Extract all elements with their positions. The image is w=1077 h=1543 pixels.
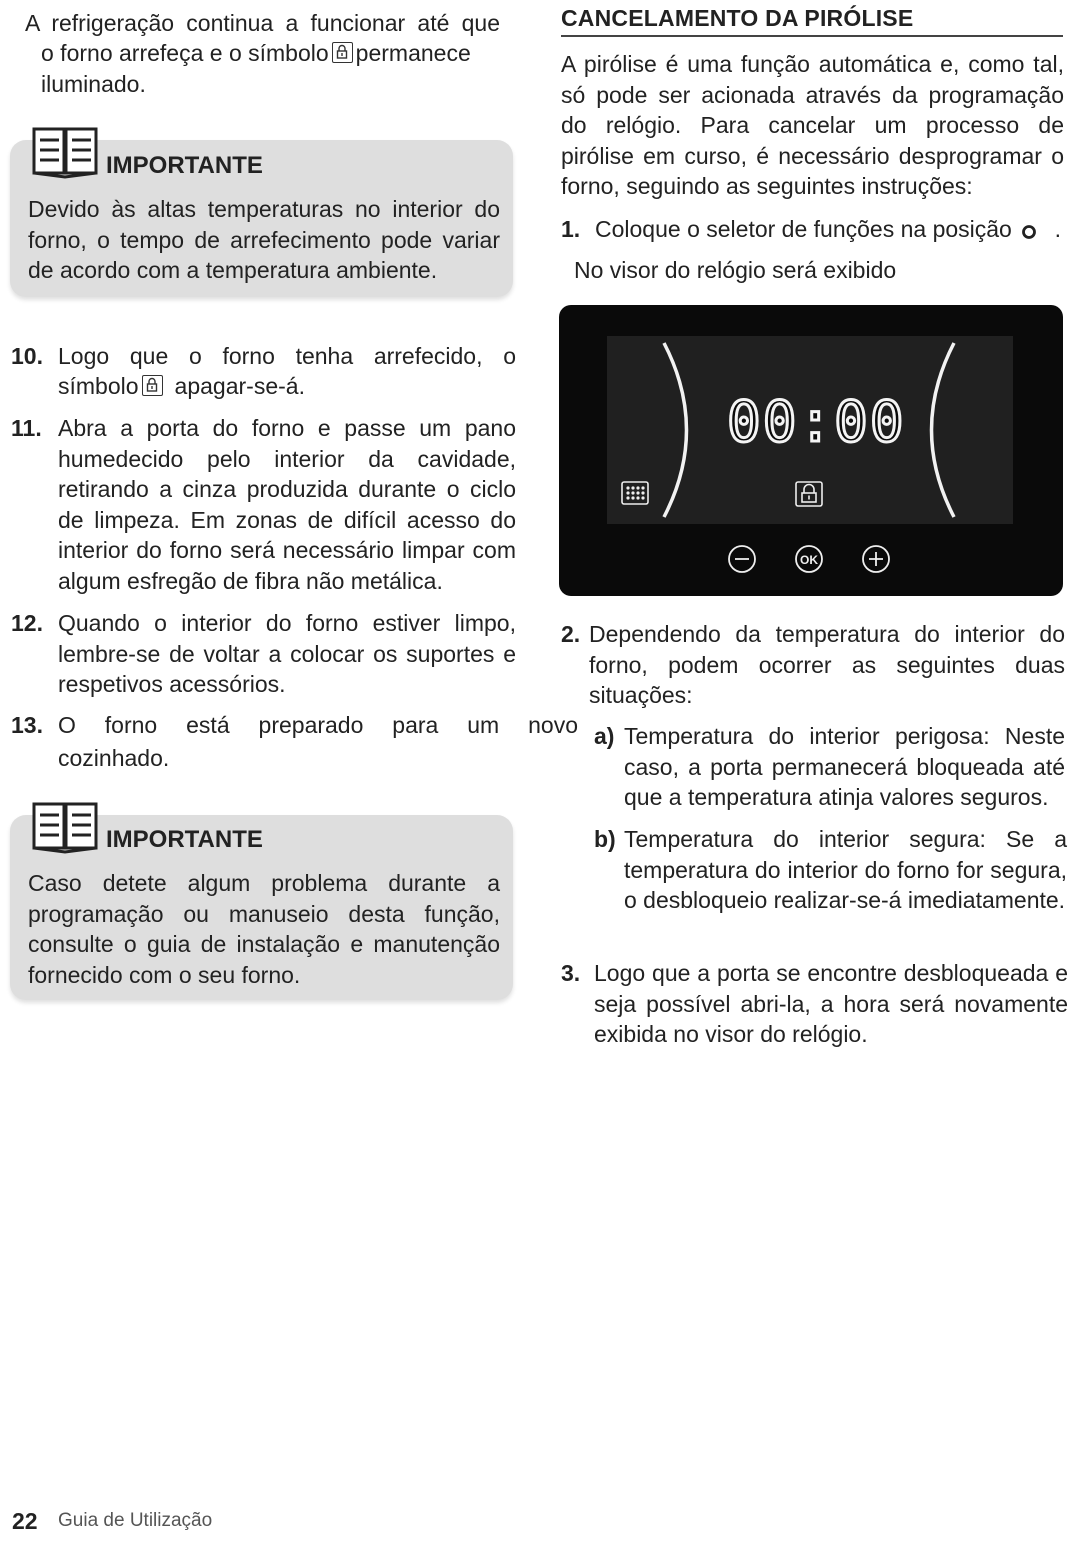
intro-line-2-a: o forno arrefeça e o símbolo [41,40,329,66]
step-13-word: para [392,712,439,738]
step-1-text [595,214,1065,245]
step-1-end: . [1054,216,1062,242]
intro-line-3: iluminado. [41,71,146,97]
step-11-text: Abra a porta do forno e passe um pano humedecido pelo interior da cavidade, retirando a cinza produzida durante o ciclo de limpeza. Em zonas de difícil acesso do interior do forno será necessário limpar com algum esfregão de fibra não metálica. [58,415,516,594]
step-2a-label: a) [594,723,615,749]
important-title-2: IMPORTANTE [106,826,263,853]
step-13-line-1 [58,710,578,741]
step-3-text: Logo que a porta se encontre desbloqueada e seja possível abri-la, a hora será novamente exibida no visor do relógio. [594,960,1068,1048]
step-10-symbol-word: símbolo [58,373,139,399]
step-13-line-2: cozinhado. [58,745,170,771]
minus-button[interactable] [729,546,755,572]
clock-display [559,305,1063,596]
keypad-icon [622,482,648,504]
step-11-number: 11. [11,415,42,441]
step-13-word: novo [528,712,578,738]
book-icon [32,800,100,855]
step-2b-text: Temperatura do interior segura: Se a temperatura do interior do forno for segura, o desbloqueio realizar-se-á imediatamente. [624,826,1067,914]
important-text-1: Devido às altas temperaturas no interior do forno, o tempo de arrefecimento pode variar de acordo com a temperatura ambiente. [28,196,500,284]
clock-time: 00:00 [727,390,906,455]
right-intro: A pirólise é uma função automática e, como tal, só pode ser acionada através da programação do relógio. Para cancelar um processo de pirólise em curso, é necessário desprogramar o forno, seguindo as seguintes instruções: [561,51,1064,200]
book-icon [32,125,100,180]
step-1-number: 1. [561,216,581,242]
step-1-label: Coloque o seletor de funções na posição [595,216,1012,242]
page-number: 22 [12,1508,38,1534]
step-10-number: 10. [11,343,43,369]
step-13-word: forno [104,712,158,738]
step-12-number: 12. [11,610,43,636]
ok-button[interactable] [796,546,822,572]
step-10-line-2 [58,371,305,402]
step-13-number: 13. [11,712,43,738]
step-13-word: um [467,712,500,738]
footer-title: Guia de Utilização [58,1510,213,1531]
intro-line-2-b: permanece [355,40,471,66]
function-selector-off-icon [1020,223,1038,241]
step-10-line-1: Logo que o forno tenha arrefecido, o [58,343,516,369]
important-title-1: IMPORTANTE [106,152,263,179]
step-2a-text: Temperatura do interior perigosa: Neste caso, a porta permanecerá bloqueada até que a temperatura atinja valores seguros. [624,723,1065,811]
step-2-text: Dependendo da temperatura do interior do forno, podem ocorrer as seguintes duas situações: [589,621,1065,709]
section-heading: CANCELAMENTO DA PIRÓLISE [561,5,1063,37]
ok-label: OK [800,553,818,567]
lock-icon [332,42,353,63]
lock-icon [142,375,163,396]
plus-button[interactable] [863,546,889,572]
lock-icon [796,482,822,506]
step-1-display-text: No visor do relógio será exibido [574,257,897,283]
step-2b-label: b) [594,826,616,852]
intro-line-2 [41,38,516,69]
step-13-word: O [58,712,76,738]
intro-line-1: A refrigeração continua a funcionar até que [25,10,500,36]
step-13-word: está [186,712,230,738]
important-text-2: Caso detete algum problema durante a programação ou manuseio desta função, consulte o guia de instalação e manutenção fornecido com o seu forno. [28,870,500,988]
step-3-number: 3. [561,960,581,986]
step-2-number: 2. [561,621,581,647]
step-13-word: preparado [258,712,364,738]
step-12-text: Quando o interior do forno estiver limpo, lembre-se de voltar a colocar os suportes e respetivos acessórios. [58,610,516,698]
step-10-end: apagar-se-á. [174,373,305,399]
